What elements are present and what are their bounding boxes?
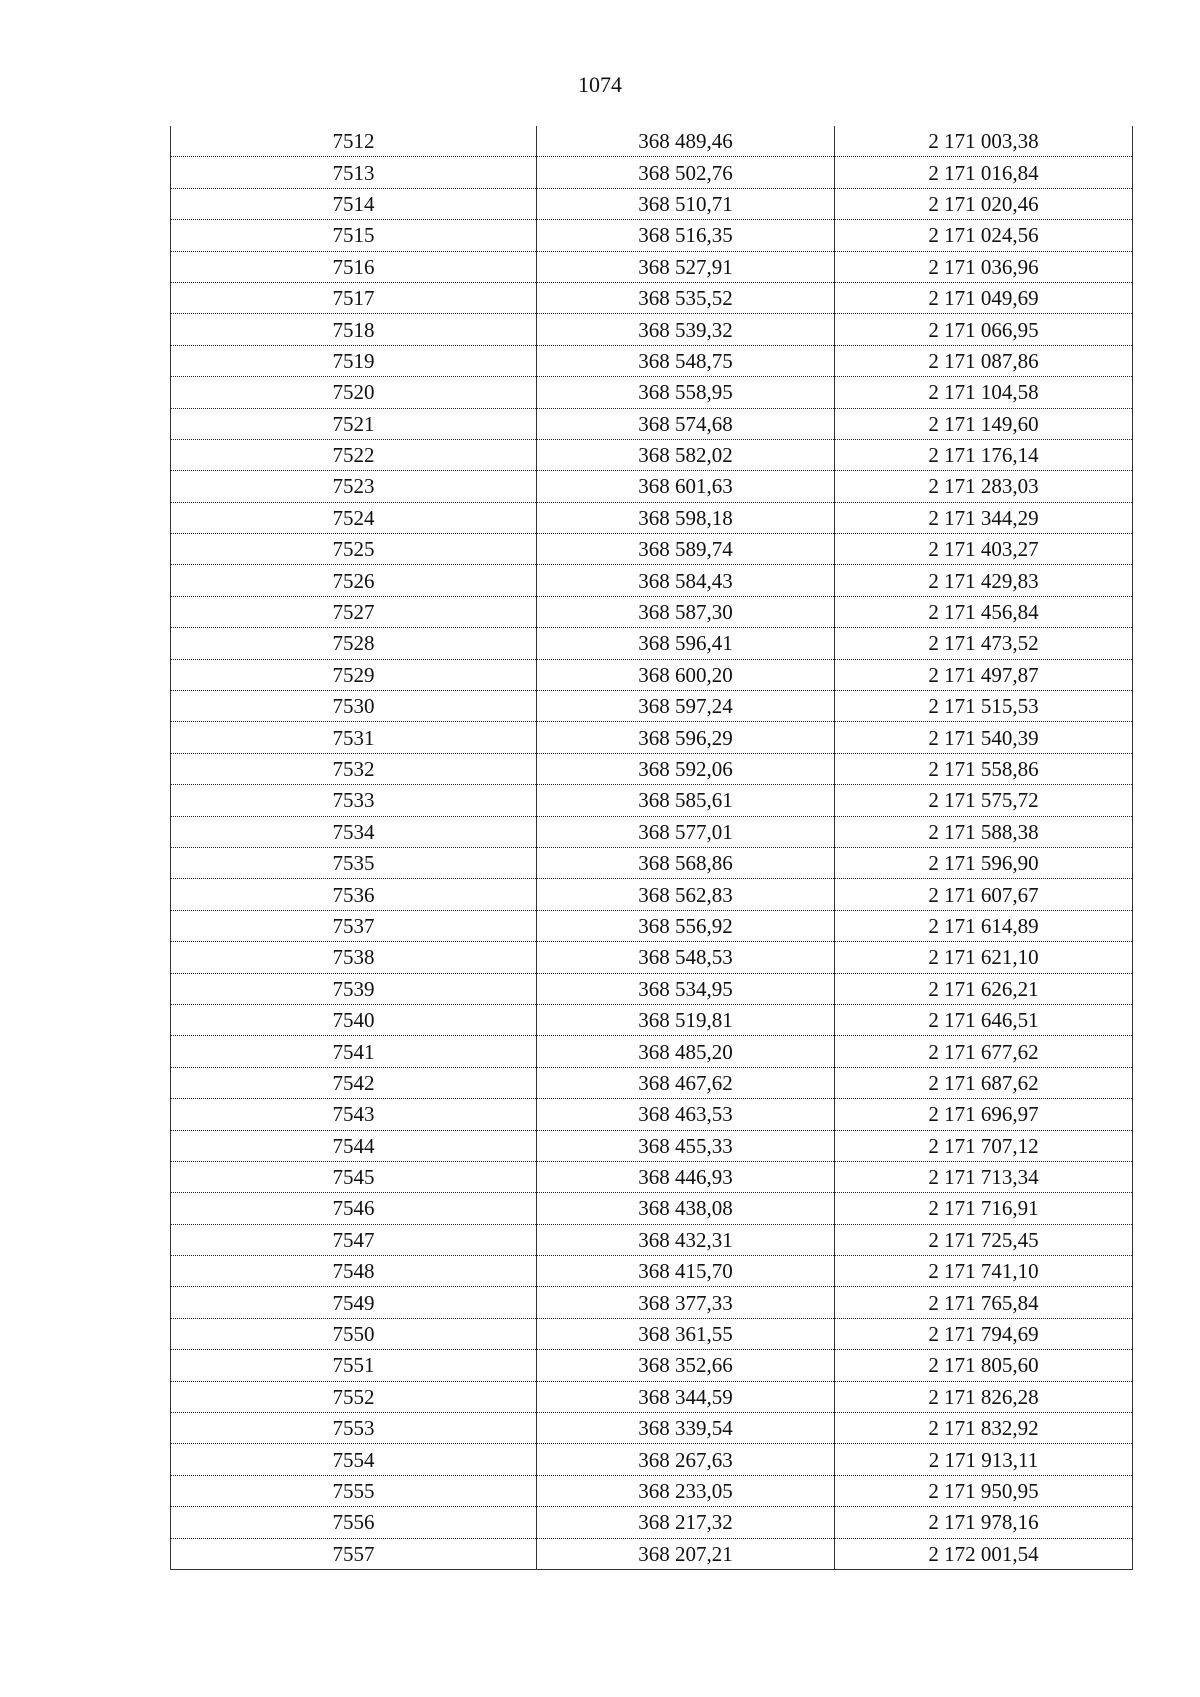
point-number-cell: 7520 bbox=[171, 377, 537, 408]
y-coordinate-cell: 2 171 913,11 bbox=[835, 1444, 1133, 1475]
y-coordinate-cell: 2 171 614,89 bbox=[835, 910, 1133, 941]
y-coordinate-cell: 2 171 497,87 bbox=[835, 659, 1133, 690]
table-row bbox=[171, 126, 1133, 157]
y-coordinate-cell: 2 171 646,51 bbox=[835, 1004, 1133, 1035]
table-row bbox=[171, 628, 1133, 659]
table-row bbox=[171, 785, 1133, 816]
table-row bbox=[171, 471, 1133, 502]
y-coordinate-cell: 2 171 016,84 bbox=[835, 157, 1133, 188]
point-number-cell: 7554 bbox=[171, 1444, 537, 1475]
point-number-cell: 7550 bbox=[171, 1318, 537, 1349]
y-coordinate-cell: 2 171 087,86 bbox=[835, 345, 1133, 376]
table-row bbox=[171, 1318, 1133, 1349]
point-number-cell: 7548 bbox=[171, 1256, 537, 1287]
table-row bbox=[171, 1413, 1133, 1444]
table-row bbox=[171, 1067, 1133, 1098]
table-row bbox=[171, 879, 1133, 910]
table-row bbox=[171, 502, 1133, 533]
table-row bbox=[171, 942, 1133, 973]
table-row bbox=[171, 282, 1133, 313]
table-row bbox=[171, 1224, 1133, 1255]
point-number-cell: 7538 bbox=[171, 942, 537, 973]
x-coordinate-cell: 368 339,54 bbox=[537, 1413, 835, 1444]
point-number-cell: 7540 bbox=[171, 1004, 537, 1035]
y-coordinate-cell: 2 172 001,54 bbox=[835, 1538, 1133, 1569]
table-row bbox=[171, 408, 1133, 439]
point-number-cell: 7537 bbox=[171, 910, 537, 941]
table-row bbox=[171, 565, 1133, 596]
x-coordinate-cell: 368 438,08 bbox=[537, 1193, 835, 1224]
table-row bbox=[171, 1193, 1133, 1224]
table-row bbox=[171, 1004, 1133, 1035]
table-row bbox=[171, 816, 1133, 847]
x-coordinate-cell: 368 455,33 bbox=[537, 1130, 835, 1161]
x-coordinate-cell: 368 527,91 bbox=[537, 251, 835, 282]
table-row bbox=[171, 157, 1133, 188]
y-coordinate-cell: 2 171 176,14 bbox=[835, 439, 1133, 470]
point-number-cell: 7542 bbox=[171, 1067, 537, 1098]
x-coordinate-cell: 368 535,52 bbox=[537, 282, 835, 313]
x-coordinate-cell: 368 589,74 bbox=[537, 534, 835, 565]
point-number-cell: 7526 bbox=[171, 565, 537, 596]
x-coordinate-cell: 368 558,95 bbox=[537, 377, 835, 408]
x-coordinate-cell: 368 217,32 bbox=[537, 1507, 835, 1538]
y-coordinate-cell: 2 171 687,62 bbox=[835, 1067, 1133, 1098]
y-coordinate-cell: 2 171 725,45 bbox=[835, 1224, 1133, 1255]
table-row bbox=[171, 753, 1133, 784]
y-coordinate-cell: 2 171 403,27 bbox=[835, 534, 1133, 565]
y-coordinate-cell: 2 171 066,95 bbox=[835, 314, 1133, 345]
y-coordinate-cell: 2 171 036,96 bbox=[835, 251, 1133, 282]
table-row bbox=[171, 1036, 1133, 1067]
x-coordinate-cell: 368 601,63 bbox=[537, 471, 835, 502]
y-coordinate-cell: 2 171 765,84 bbox=[835, 1287, 1133, 1318]
x-coordinate-cell: 368 596,29 bbox=[537, 722, 835, 753]
x-coordinate-cell: 368 592,06 bbox=[537, 753, 835, 784]
point-number-cell: 7517 bbox=[171, 282, 537, 313]
table-row bbox=[171, 220, 1133, 251]
point-number-cell: 7541 bbox=[171, 1036, 537, 1067]
y-coordinate-cell: 2 171 621,10 bbox=[835, 942, 1133, 973]
x-coordinate-cell: 368 584,43 bbox=[537, 565, 835, 596]
point-number-cell: 7522 bbox=[171, 439, 537, 470]
y-coordinate-cell: 2 171 473,52 bbox=[835, 628, 1133, 659]
x-coordinate-cell: 368 582,02 bbox=[537, 439, 835, 470]
x-coordinate-cell: 368 432,31 bbox=[537, 1224, 835, 1255]
y-coordinate-cell: 2 171 588,38 bbox=[835, 816, 1133, 847]
x-coordinate-cell: 368 596,41 bbox=[537, 628, 835, 659]
x-coordinate-cell: 368 534,95 bbox=[537, 973, 835, 1004]
point-number-cell: 7547 bbox=[171, 1224, 537, 1255]
point-number-cell: 7549 bbox=[171, 1287, 537, 1318]
y-coordinate-cell: 2 171 575,72 bbox=[835, 785, 1133, 816]
y-coordinate-cell: 2 171 713,34 bbox=[835, 1161, 1133, 1192]
x-coordinate-cell: 368 233,05 bbox=[537, 1475, 835, 1506]
table-row bbox=[171, 722, 1133, 753]
x-coordinate-cell: 368 467,62 bbox=[537, 1067, 835, 1098]
coordinates-table bbox=[170, 126, 1133, 1570]
point-number-cell: 7513 bbox=[171, 157, 537, 188]
table-row bbox=[171, 314, 1133, 345]
table-row bbox=[171, 188, 1133, 219]
point-number-cell: 7555 bbox=[171, 1475, 537, 1506]
table-row bbox=[171, 1130, 1133, 1161]
table-row bbox=[171, 659, 1133, 690]
table-row bbox=[171, 1444, 1133, 1475]
y-coordinate-cell: 2 171 283,03 bbox=[835, 471, 1133, 502]
y-coordinate-cell: 2 171 596,90 bbox=[835, 847, 1133, 878]
table-row bbox=[171, 1350, 1133, 1381]
table-row bbox=[171, 1507, 1133, 1538]
x-coordinate-cell: 368 502,76 bbox=[537, 157, 835, 188]
x-coordinate-cell: 368 574,68 bbox=[537, 408, 835, 439]
table-row bbox=[171, 345, 1133, 376]
table-row bbox=[171, 439, 1133, 470]
table-row bbox=[171, 596, 1133, 627]
point-number-cell: 7512 bbox=[171, 126, 537, 157]
y-coordinate-cell: 2 171 741,10 bbox=[835, 1256, 1133, 1287]
y-coordinate-cell: 2 171 707,12 bbox=[835, 1130, 1133, 1161]
table-row bbox=[171, 847, 1133, 878]
point-number-cell: 7557 bbox=[171, 1538, 537, 1569]
point-number-cell: 7523 bbox=[171, 471, 537, 502]
y-coordinate-cell: 2 171 696,97 bbox=[835, 1099, 1133, 1130]
point-number-cell: 7556 bbox=[171, 1507, 537, 1538]
x-coordinate-cell: 368 548,75 bbox=[537, 345, 835, 376]
x-coordinate-cell: 368 267,63 bbox=[537, 1444, 835, 1475]
point-number-cell: 7553 bbox=[171, 1413, 537, 1444]
point-number-cell: 7528 bbox=[171, 628, 537, 659]
point-number-cell: 7524 bbox=[171, 502, 537, 533]
point-number-cell: 7545 bbox=[171, 1161, 537, 1192]
x-coordinate-cell: 368 489,46 bbox=[537, 126, 835, 157]
point-number-cell: 7539 bbox=[171, 973, 537, 1004]
point-number-cell: 7516 bbox=[171, 251, 537, 282]
x-coordinate-cell: 368 377,33 bbox=[537, 1287, 835, 1318]
table-row bbox=[171, 1538, 1133, 1569]
x-coordinate-cell: 368 539,32 bbox=[537, 314, 835, 345]
page-number: 1074 bbox=[578, 72, 622, 97]
table-row bbox=[171, 1099, 1133, 1130]
x-coordinate-cell: 368 207,21 bbox=[537, 1538, 835, 1569]
x-coordinate-cell: 368 352,66 bbox=[537, 1350, 835, 1381]
table-row bbox=[171, 973, 1133, 1004]
point-number-cell: 7534 bbox=[171, 816, 537, 847]
table-row bbox=[171, 1381, 1133, 1412]
point-number-cell: 7533 bbox=[171, 785, 537, 816]
point-number-cell: 7551 bbox=[171, 1350, 537, 1381]
table-row bbox=[171, 910, 1133, 941]
x-coordinate-cell: 368 344,59 bbox=[537, 1381, 835, 1412]
x-coordinate-cell: 368 585,61 bbox=[537, 785, 835, 816]
y-coordinate-cell: 2 171 024,56 bbox=[835, 220, 1133, 251]
y-coordinate-cell: 2 171 978,16 bbox=[835, 1507, 1133, 1538]
y-coordinate-cell: 2 171 826,28 bbox=[835, 1381, 1133, 1412]
table-row bbox=[171, 691, 1133, 722]
y-coordinate-cell: 2 171 429,83 bbox=[835, 565, 1133, 596]
y-coordinate-cell: 2 171 558,86 bbox=[835, 753, 1133, 784]
x-coordinate-cell: 368 597,24 bbox=[537, 691, 835, 722]
point-number-cell: 7521 bbox=[171, 408, 537, 439]
y-coordinate-cell: 2 171 003,38 bbox=[835, 126, 1133, 157]
x-coordinate-cell: 368 568,86 bbox=[537, 847, 835, 878]
y-coordinate-cell: 2 171 950,95 bbox=[835, 1475, 1133, 1506]
x-coordinate-cell: 368 577,01 bbox=[537, 816, 835, 847]
y-coordinate-cell: 2 171 456,84 bbox=[835, 596, 1133, 627]
y-coordinate-cell: 2 171 607,67 bbox=[835, 879, 1133, 910]
table-row bbox=[171, 1256, 1133, 1287]
x-coordinate-cell: 368 556,92 bbox=[537, 910, 835, 941]
table-row bbox=[171, 1161, 1133, 1192]
point-number-cell: 7515 bbox=[171, 220, 537, 251]
x-coordinate-cell: 368 516,35 bbox=[537, 220, 835, 251]
point-number-cell: 7514 bbox=[171, 188, 537, 219]
x-coordinate-cell: 368 510,71 bbox=[537, 188, 835, 219]
x-coordinate-cell: 368 562,83 bbox=[537, 879, 835, 910]
coordinates-table-body bbox=[171, 126, 1133, 1569]
y-coordinate-cell: 2 171 020,46 bbox=[835, 188, 1133, 219]
x-coordinate-cell: 368 519,81 bbox=[537, 1004, 835, 1035]
y-coordinate-cell: 2 171 794,69 bbox=[835, 1318, 1133, 1349]
point-number-cell: 7552 bbox=[171, 1381, 537, 1412]
y-coordinate-cell: 2 171 832,92 bbox=[835, 1413, 1133, 1444]
x-coordinate-cell: 368 600,20 bbox=[537, 659, 835, 690]
point-number-cell: 7543 bbox=[171, 1099, 537, 1130]
table-row bbox=[171, 1287, 1133, 1318]
point-number-cell: 7519 bbox=[171, 345, 537, 376]
y-coordinate-cell: 2 171 344,29 bbox=[835, 502, 1133, 533]
point-number-cell: 7525 bbox=[171, 534, 537, 565]
y-coordinate-cell: 2 171 716,91 bbox=[835, 1193, 1133, 1224]
x-coordinate-cell: 368 446,93 bbox=[537, 1161, 835, 1192]
y-coordinate-cell: 2 171 626,21 bbox=[835, 973, 1133, 1004]
table-row bbox=[171, 377, 1133, 408]
point-number-cell: 7518 bbox=[171, 314, 537, 345]
point-number-cell: 7531 bbox=[171, 722, 537, 753]
y-coordinate-cell: 2 171 677,62 bbox=[835, 1036, 1133, 1067]
y-coordinate-cell: 2 171 805,60 bbox=[835, 1350, 1133, 1381]
y-coordinate-cell: 2 171 149,60 bbox=[835, 408, 1133, 439]
x-coordinate-cell: 368 361,55 bbox=[537, 1318, 835, 1349]
table-row bbox=[171, 1475, 1133, 1506]
point-number-cell: 7529 bbox=[171, 659, 537, 690]
point-number-cell: 7536 bbox=[171, 879, 537, 910]
table-row bbox=[171, 251, 1133, 282]
point-number-cell: 7530 bbox=[171, 691, 537, 722]
x-coordinate-cell: 368 463,53 bbox=[537, 1099, 835, 1130]
x-coordinate-cell: 368 587,30 bbox=[537, 596, 835, 627]
x-coordinate-cell: 368 415,70 bbox=[537, 1256, 835, 1287]
y-coordinate-cell: 2 171 049,69 bbox=[835, 282, 1133, 313]
x-coordinate-cell: 368 485,20 bbox=[537, 1036, 835, 1067]
y-coordinate-cell: 2 171 540,39 bbox=[835, 722, 1133, 753]
y-coordinate-cell: 2 171 515,53 bbox=[835, 691, 1133, 722]
point-number-cell: 7535 bbox=[171, 847, 537, 878]
point-number-cell: 7532 bbox=[171, 753, 537, 784]
x-coordinate-cell: 368 548,53 bbox=[537, 942, 835, 973]
point-number-cell: 7527 bbox=[171, 596, 537, 627]
point-number-cell: 7546 bbox=[171, 1193, 537, 1224]
table-row bbox=[171, 534, 1133, 565]
y-coordinate-cell: 2 171 104,58 bbox=[835, 377, 1133, 408]
point-number-cell: 7544 bbox=[171, 1130, 537, 1161]
x-coordinate-cell: 368 598,18 bbox=[537, 502, 835, 533]
